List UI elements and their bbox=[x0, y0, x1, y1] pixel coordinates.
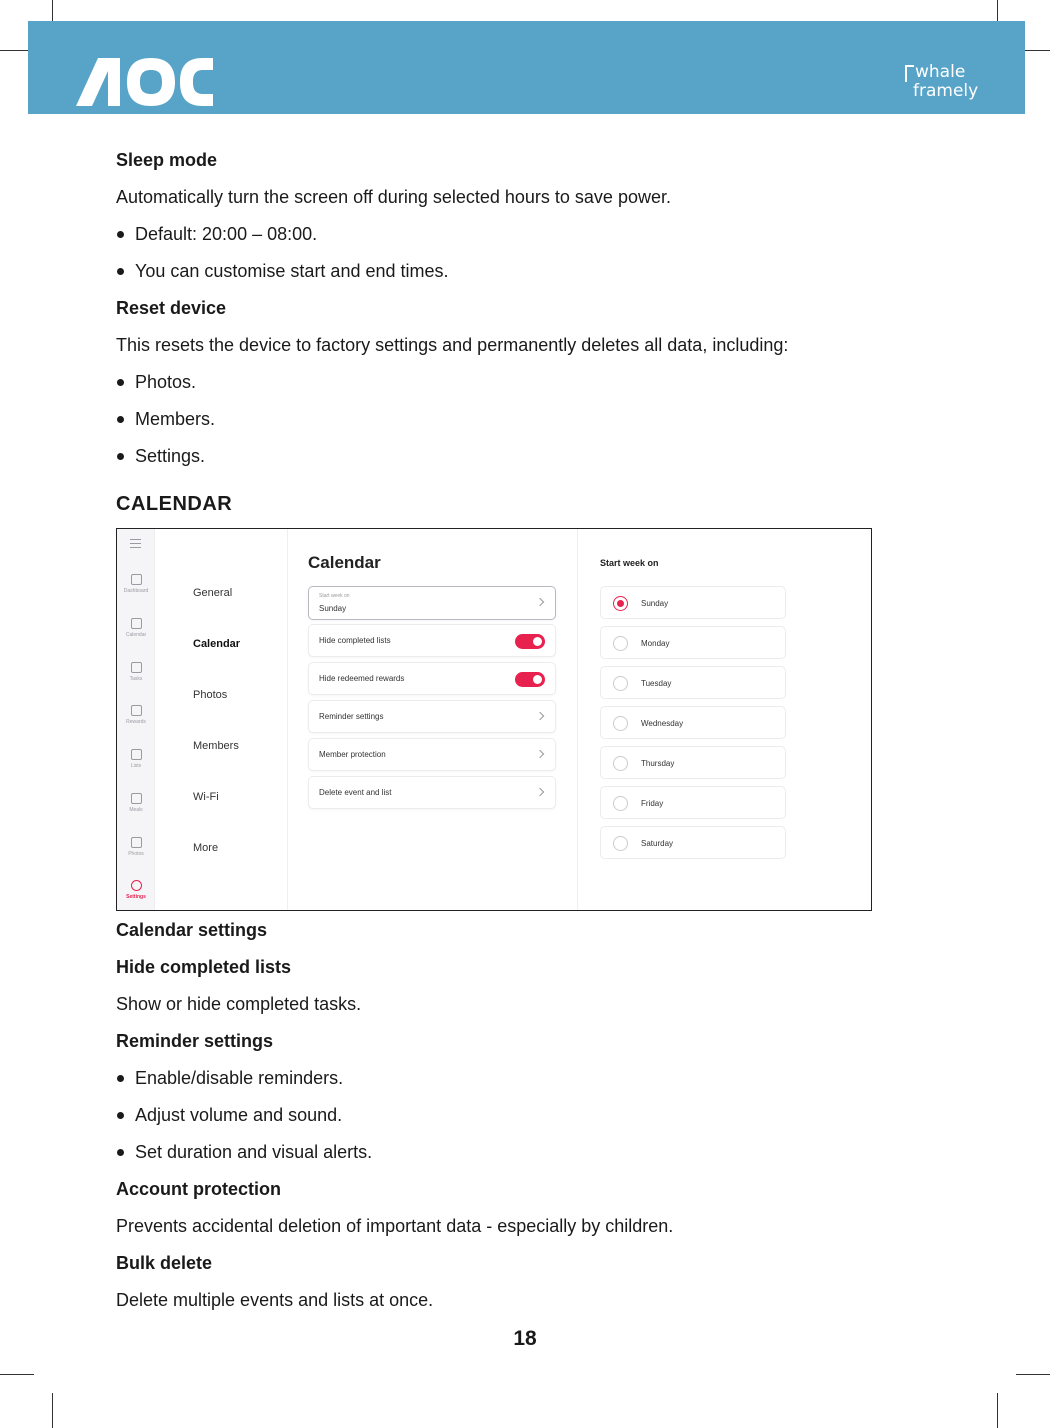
lower-content bbox=[116, 912, 896, 1319]
sleep-mode-text: Automatically turn the screen off during selected hours to save power. bbox=[116, 187, 671, 207]
rail-label: Photos bbox=[128, 851, 144, 857]
radio-unselected[interactable] bbox=[613, 716, 628, 731]
calendar-icon bbox=[131, 618, 142, 629]
account-protection-text: Prevents accidental deletion of important data - especially by children. bbox=[116, 1216, 674, 1236]
rail-label: Calendar bbox=[125, 632, 147, 638]
crop-mark bbox=[52, 1393, 53, 1428]
calendar-settings-heading: Calendar settings bbox=[116, 920, 268, 940]
chevron-right-icon bbox=[536, 750, 544, 758]
day-option-saturday[interactable] bbox=[600, 826, 786, 859]
list-item: Members. bbox=[116, 401, 896, 438]
start-week-title: Start week on bbox=[600, 558, 659, 568]
reset-device-text: This resets the device to factory settings and permanently deletes all data, including: bbox=[116, 335, 789, 355]
chevron-right-icon bbox=[536, 788, 544, 796]
day-label: Monday bbox=[641, 639, 670, 648]
tasks-icon bbox=[131, 662, 142, 673]
hide-redeemed-rewards-row[interactable] bbox=[308, 662, 556, 695]
settings-icon bbox=[131, 880, 142, 891]
day-option-thursday[interactable] bbox=[600, 746, 786, 779]
start-week-row[interactable] bbox=[308, 586, 556, 620]
rail-item-lists[interactable] bbox=[117, 749, 155, 769]
hide-completed-heading: Hide completed lists bbox=[116, 957, 292, 977]
calendar-panel bbox=[289, 529, 578, 910]
start-week-panel bbox=[579, 529, 871, 910]
day-option-tuesday[interactable] bbox=[600, 666, 786, 699]
radio-selected[interactable] bbox=[613, 596, 628, 611]
rail-label: Dashboard bbox=[123, 588, 149, 594]
hide-redeemed-toggle[interactable] bbox=[515, 672, 545, 687]
chevron-right-icon bbox=[536, 712, 544, 720]
crop-mark bbox=[997, 1393, 998, 1428]
day-option-wednesday[interactable] bbox=[600, 706, 786, 739]
brand-line-1: whale bbox=[905, 63, 995, 82]
start-week-value: Sunday bbox=[319, 604, 347, 613]
rail-item-settings[interactable] bbox=[117, 880, 155, 900]
rail-item-rewards[interactable] bbox=[117, 705, 155, 725]
crop-mark bbox=[1016, 1374, 1050, 1375]
member-protection-row[interactable] bbox=[308, 738, 556, 771]
day-option-friday[interactable] bbox=[600, 786, 786, 819]
side-rail bbox=[117, 529, 155, 910]
rail-label: Meals bbox=[129, 807, 143, 813]
header-band bbox=[28, 21, 1025, 114]
radio-unselected[interactable] bbox=[613, 676, 628, 691]
list-item: Photos. bbox=[116, 364, 896, 401]
day-label: Tuesday bbox=[641, 679, 672, 688]
list-item: Default: 20:00 – 08:00. bbox=[116, 216, 896, 253]
rewards-icon bbox=[131, 705, 142, 716]
rail-item-tasks[interactable] bbox=[117, 662, 155, 682]
lists-icon bbox=[131, 749, 142, 760]
nav-item-members[interactable]: Members bbox=[193, 740, 239, 752]
meals-icon bbox=[131, 793, 142, 804]
dashboard-icon bbox=[131, 574, 142, 585]
radio-unselected[interactable] bbox=[613, 836, 628, 851]
photos-icon bbox=[131, 837, 142, 848]
settings-nav bbox=[155, 529, 288, 910]
hide-completed-lists-row[interactable] bbox=[308, 624, 556, 657]
aoc-logo-mark bbox=[76, 57, 214, 107]
nav-item-general[interactable]: General bbox=[193, 587, 233, 599]
start-week-label: Start week on bbox=[319, 593, 350, 599]
list-item: Enable/disable reminders. bbox=[116, 1060, 896, 1097]
reminder-settings-heading: Reminder settings bbox=[116, 1031, 274, 1051]
crop-mark bbox=[0, 1374, 34, 1375]
radio-unselected[interactable] bbox=[613, 756, 628, 771]
rail-label: Lists bbox=[130, 763, 142, 769]
day-label: Friday bbox=[641, 799, 664, 808]
account-protection-heading: Account protection bbox=[116, 1179, 281, 1199]
reset-device-heading: Reset device bbox=[116, 298, 227, 318]
row-label: Reminder settings bbox=[319, 712, 384, 721]
bulk-delete-text: Delete multiple events and lists at once. bbox=[116, 1290, 434, 1310]
day-option-sunday[interactable] bbox=[600, 586, 786, 619]
rail-item-dashboard[interactable] bbox=[117, 574, 155, 594]
rail-item-photos[interactable] bbox=[117, 837, 155, 857]
nav-item-calendar[interactable]: Calendar bbox=[193, 638, 241, 650]
list-item: You can customise start and end times. bbox=[116, 253, 896, 290]
day-option-monday[interactable] bbox=[600, 626, 786, 659]
rail-item-meals[interactable] bbox=[117, 793, 155, 813]
aoc-logo bbox=[76, 57, 214, 107]
day-label: Saturday bbox=[641, 839, 674, 848]
panel-title: Calendar bbox=[308, 553, 381, 572]
list-item: Set duration and visual alerts. bbox=[116, 1134, 896, 1171]
list-item: Settings. bbox=[116, 438, 896, 475]
row-label: Member protection bbox=[319, 750, 386, 759]
calendar-settings-screenshot bbox=[116, 528, 872, 911]
brand-line-2: framely bbox=[913, 81, 979, 101]
section-title: CALENDAR bbox=[116, 493, 233, 515]
chevron-right-icon bbox=[536, 598, 544, 606]
rail-item-calendar[interactable] bbox=[117, 618, 155, 638]
whale-framely-logo bbox=[905, 63, 995, 101]
rail-label: Tasks bbox=[129, 676, 143, 682]
rail-label: Rewards bbox=[126, 719, 146, 725]
upper-content bbox=[116, 142, 896, 475]
day-label: Wednesday bbox=[641, 719, 684, 728]
page-number: 18 bbox=[513, 1327, 537, 1350]
sleep-mode-heading: Sleep mode bbox=[116, 150, 218, 170]
day-label: Sunday bbox=[641, 599, 669, 608]
rail-label: Settings bbox=[126, 894, 146, 900]
hide-completed-toggle[interactable] bbox=[515, 634, 545, 649]
list-item: Adjust volume and sound. bbox=[116, 1097, 896, 1134]
row-label: Hide completed lists bbox=[319, 636, 391, 645]
nav-item-wifi[interactable]: Wi-Fi bbox=[193, 791, 219, 803]
radio-unselected[interactable] bbox=[613, 796, 628, 811]
row-label: Delete event and list bbox=[319, 788, 392, 797]
nav-item-photos[interactable]: Photos bbox=[193, 689, 228, 701]
radio-unselected[interactable] bbox=[613, 636, 628, 651]
reminder-settings-row[interactable] bbox=[308, 700, 556, 733]
day-label: Thursday bbox=[641, 759, 675, 768]
delete-event-list-row[interactable] bbox=[308, 776, 556, 809]
hide-completed-text: Show or hide completed tasks. bbox=[116, 994, 362, 1014]
nav-item-more[interactable]: More bbox=[193, 842, 219, 854]
bulk-delete-heading: Bulk delete bbox=[116, 1253, 213, 1273]
menu-icon[interactable] bbox=[130, 539, 141, 548]
row-label: Hide redeemed rewards bbox=[319, 674, 405, 683]
